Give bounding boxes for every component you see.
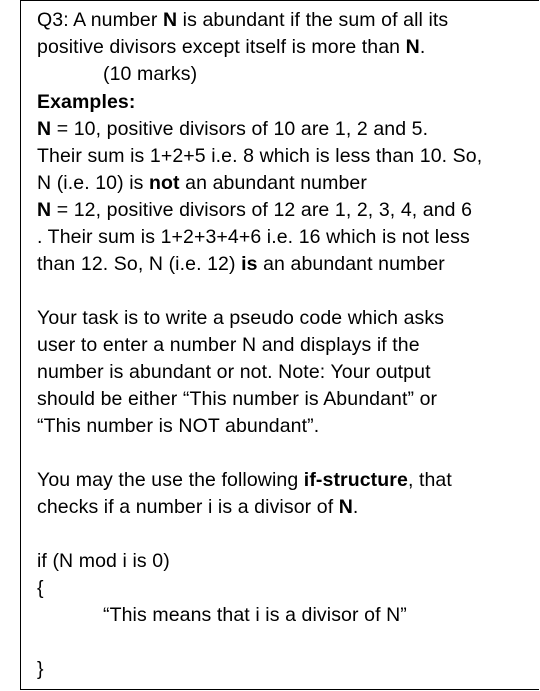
- question-definition-period: .: [419, 36, 426, 58]
- example1-line1-text: = 10, positive divisors of 10 are 1, 2 and 5.: [51, 118, 429, 140]
- hint-if-structure: if-structure: [303, 469, 408, 491]
- example1-line3: [37, 171, 367, 195]
- question-heading-text-end: is abundant if the sum of all its: [177, 9, 449, 31]
- code-if-line: if (N mod i is 0): [37, 550, 170, 572]
- example1-line3-text: N (i.e. 10) is: [37, 172, 150, 194]
- example2-line3-text-end: an abundant number: [257, 253, 445, 275]
- task-line3: number is abundant or not. Note: Your output: [37, 361, 431, 383]
- example2-line2: . Their sum is 1+2+3+4+6 i.e. 16 which is not less: [37, 226, 470, 248]
- examples-heading: [37, 90, 135, 114]
- example2-line3-text: than 12. So, N (i.e. 12): [37, 253, 242, 275]
- code-open-brace: {: [37, 577, 44, 599]
- examples-heading-text: Examples:: [37, 91, 136, 113]
- question-heading-n: N: [162, 9, 178, 31]
- question-heading-text: Q3: A number: [37, 9, 163, 31]
- hint-line2-period: .: [352, 496, 359, 518]
- question-heading-line: [37, 8, 448, 32]
- hint-line2-text: checks if a number i is a divisor of: [37, 496, 339, 518]
- example2-line1: [37, 198, 472, 222]
- hint-line1-text: You may the use the following: [37, 469, 304, 491]
- code-body: “This means that i is a divisor of N”: [103, 604, 407, 626]
- task-line4: should be either “This number is Abundant” or: [37, 388, 438, 410]
- marks-label: (10 marks): [103, 63, 198, 85]
- hint-line2: [37, 495, 358, 519]
- example1-n: N: [37, 118, 52, 140]
- example1-line2: Their sum is 1+2+5 i.e. 8 which is less than 10. So,: [37, 145, 483, 167]
- task-line2: user to enter a number N and displays if the: [37, 334, 420, 356]
- hint-n: N: [338, 496, 353, 518]
- example2-line1-text: = 12, positive divisors of 12 are 1, 2, 3, 4, and 6: [51, 199, 473, 221]
- code-close-brace: }: [37, 658, 44, 680]
- hint-line1: [37, 468, 452, 492]
- hint-line1-text-end: , that: [407, 469, 452, 491]
- example1-not-emphasis: not: [149, 172, 180, 194]
- question-definition-n: N: [405, 36, 420, 58]
- question-definition-text: positive divisors except itself is more than: [37, 36, 406, 58]
- example2-is-emphasis: is: [241, 253, 258, 275]
- example1-line1: [37, 117, 428, 141]
- example2-line3: [37, 252, 445, 276]
- question-definition-line: [37, 35, 425, 59]
- task-line5: “This number is NOT abundant”.: [37, 415, 320, 437]
- task-line1: Your task is to write a pseudo code which asks: [37, 307, 445, 329]
- example2-n: N: [37, 199, 52, 221]
- example1-line3-text-end: an abundant number: [179, 172, 367, 194]
